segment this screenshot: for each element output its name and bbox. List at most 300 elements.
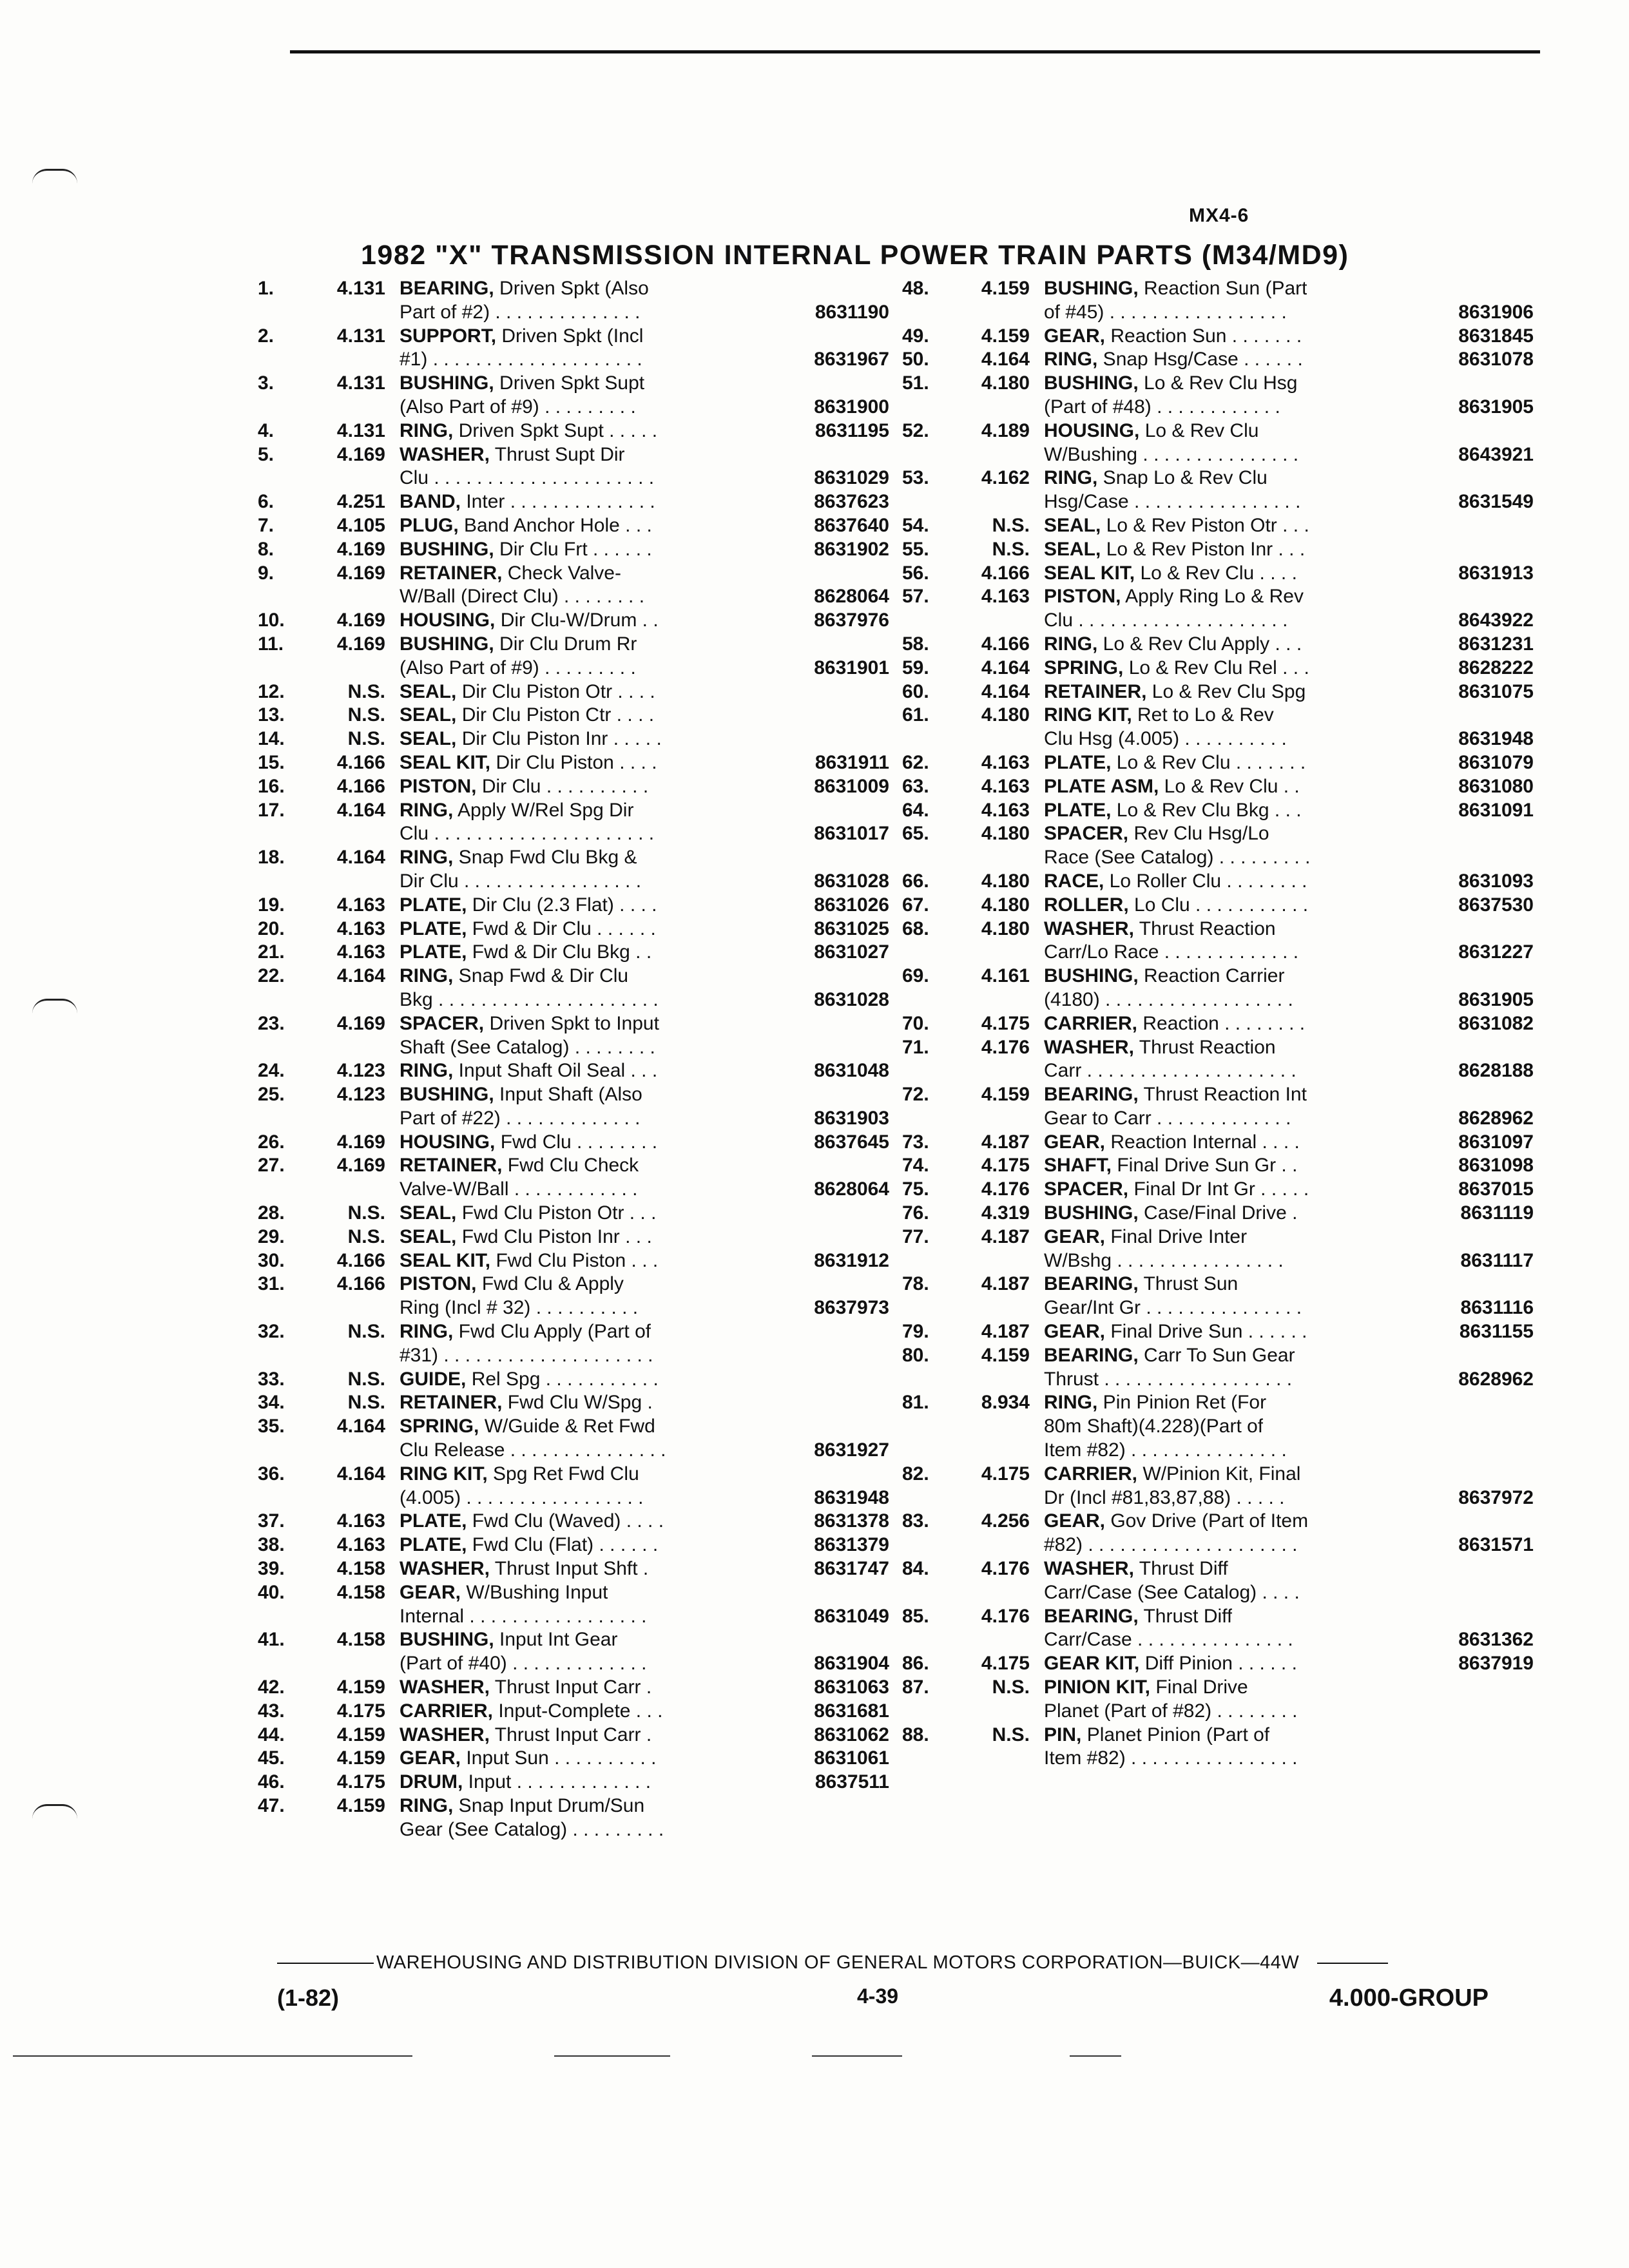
part-number: 8631747 [814, 1558, 889, 1580]
parts-row [258, 1154, 889, 1202]
item-description [1044, 1273, 1534, 1320]
description-line [400, 1178, 889, 1202]
part-number: 8631116 [1460, 1297, 1534, 1319]
item-description [1044, 1012, 1534, 1036]
group-number: 4.164 [336, 1463, 385, 1485]
description-text: RING, Snap Fwd & Dir Clu [400, 965, 629, 987]
parts-row [258, 704, 889, 727]
item-description [400, 1463, 889, 1510]
description-text: RING, Lo & Rev Clu Apply . . . [1044, 633, 1302, 655]
part-number: 8631967 [814, 349, 889, 370]
description-text: WASHER, Thrust Reaction [1044, 918, 1276, 939]
description-line [1044, 1724, 1534, 1747]
item-number: 57. [902, 586, 929, 608]
group-number: N.S. [992, 1724, 1030, 1745]
description-text: Dir Clu . . . . . . . . . . . . . . . . . [400, 870, 642, 892]
item-description [400, 1510, 889, 1533]
item-number: 56. [902, 562, 929, 584]
item-number: 41. [258, 1629, 285, 1651]
parts-row [902, 870, 1534, 894]
description-text: BUSHING, Dir Clu Frt . . . . . . [400, 538, 652, 560]
description-text: BEARING, Thrust Reaction Int [1044, 1084, 1307, 1106]
item-description [1044, 870, 1534, 894]
binder-hole-mark [32, 1804, 77, 1819]
parts-row [258, 1794, 889, 1842]
footer-page-number: 4-39 [857, 1984, 899, 2008]
description-text: GEAR, Final Drive Inter [1044, 1225, 1248, 1247]
description-text: PLATE, Fwd Clu (Waved) . . . . [400, 1510, 664, 1532]
group-number: 4.159 [336, 1795, 385, 1816]
part-name: DRUM, [400, 1771, 463, 1793]
parts-row [902, 1676, 1534, 1724]
description-line [400, 727, 889, 751]
item-description [1044, 751, 1534, 775]
part-name: SEAL KIT, [400, 751, 491, 773]
description-line [400, 1676, 889, 1700]
description-line [400, 325, 889, 349]
group-number: 4.163 [336, 941, 385, 963]
part-name: RING, [400, 847, 454, 869]
description-text: PLATE, Fwd & Dir Clu . . . . . . [400, 918, 656, 939]
parts-row [902, 514, 1534, 538]
part-number: 8631900 [814, 396, 889, 418]
item-description [1044, 1202, 1534, 1225]
description-text: GEAR, Final Drive Sun . . . . . . [1044, 1321, 1307, 1343]
description-text: RING KIT, Spg Ret Fwd Clu [400, 1463, 639, 1485]
description-line [400, 1818, 889, 1842]
part-name: RING, [400, 1060, 454, 1082]
parts-row [258, 846, 889, 894]
part-name: SPACER, [1044, 1178, 1129, 1200]
parts-row [902, 775, 1534, 799]
description-line [1044, 1202, 1534, 1225]
parts-row [258, 1700, 889, 1724]
parts-row [258, 538, 889, 562]
parts-row [902, 1724, 1534, 1771]
part-number: 8631080 [1458, 775, 1534, 797]
description-line [1044, 894, 1534, 918]
part-number: 8631062 [814, 1724, 889, 1745]
group-number: N.S. [347, 1392, 385, 1414]
group-number: N.S. [992, 514, 1030, 536]
group-number: N.S. [347, 1202, 385, 1224]
description-line [400, 1320, 889, 1344]
item-number: 20. [258, 918, 285, 939]
group-number: N.S. [347, 728, 385, 750]
item-number: 82. [902, 1463, 929, 1485]
item-number: 62. [902, 751, 929, 773]
parts-row [902, 562, 1534, 586]
part-number: 8631028 [814, 988, 889, 1010]
description-line [1044, 657, 1534, 680]
item-description [1044, 1083, 1534, 1131]
group-number: N.S. [347, 1368, 385, 1390]
item-number: 81. [902, 1392, 929, 1414]
bottom-rule [1070, 2055, 1121, 2057]
description-line [400, 1131, 889, 1155]
description-text: SPACER, Rev Clu Hsg/Lo [1044, 823, 1269, 845]
description-text: SPRING, Lo & Rev Clu Rel . . . [1044, 657, 1309, 678]
description-text: (Part of #40) . . . . . . . . . . . . . [400, 1653, 647, 1675]
parts-row [258, 1083, 889, 1131]
item-number: 78. [902, 1273, 929, 1295]
description-line [400, 1059, 889, 1083]
item-number: 69. [902, 965, 929, 987]
item-number: 13. [258, 704, 285, 726]
part-number: 8631078 [1458, 349, 1534, 370]
item-description [400, 1202, 889, 1225]
description-line [400, 348, 889, 372]
item-description [400, 1557, 889, 1581]
part-number: 8631082 [1458, 1012, 1534, 1034]
description-line [400, 585, 889, 609]
parts-list-left [258, 277, 889, 1842]
item-number: 15. [258, 751, 285, 773]
item-number: 68. [902, 918, 929, 939]
description-line [1044, 1296, 1534, 1320]
description-line [1044, 348, 1534, 372]
description-text: BUSHING, Input Int Gear [400, 1629, 618, 1651]
item-description [400, 443, 889, 491]
description-text: RING, Pin Pinion Ret (For [1044, 1392, 1267, 1414]
item-number: 85. [902, 1605, 929, 1627]
item-number: 5. [258, 443, 275, 465]
description-text: BEARING, Thrust Sun [1044, 1273, 1239, 1295]
description-line [1044, 443, 1534, 467]
group-number: 4.319 [981, 1202, 1030, 1224]
part-name: GEAR KIT, [1044, 1653, 1140, 1675]
item-description [1044, 1557, 1534, 1605]
item-description [400, 680, 889, 704]
description-text: RING, Driven Spkt Supt . . . . . [400, 419, 658, 441]
item-number: 49. [902, 325, 929, 347]
part-name: BUSHING, [400, 1084, 494, 1106]
item-number: 75. [902, 1178, 929, 1200]
item-description [400, 1676, 889, 1700]
parts-row [258, 1533, 889, 1557]
parts-row [902, 325, 1534, 349]
group-number: 4.123 [336, 1060, 385, 1082]
item-description [1044, 1724, 1534, 1771]
parts-row [258, 1463, 889, 1510]
parts-row [258, 277, 889, 325]
part-name: BAND, [400, 491, 461, 513]
item-number: 27. [258, 1155, 285, 1177]
description-text: Carr/Lo Race . . . . . . . . . . . . . [1044, 941, 1299, 963]
description-text: WASHER, Thrust Reaction [1044, 1036, 1276, 1058]
item-number: 39. [258, 1558, 285, 1580]
description-text: (Part of #48) . . . . . . . . . . . . [1044, 396, 1280, 418]
description-line [1044, 727, 1534, 751]
item-description [1044, 775, 1534, 799]
item-description [1044, 918, 1534, 965]
parts-row [902, 585, 1534, 633]
description-text: PLATE, Dir Clu (2.3 Flat) . . . . [400, 894, 657, 916]
description-line [1044, 419, 1534, 443]
description-text: PLATE, Lo & Rev Clu . . . . . . . [1044, 751, 1306, 773]
item-number: 25. [258, 1084, 285, 1106]
part-number: 8631190 [815, 301, 889, 323]
parts-row [902, 1178, 1534, 1202]
part-number: 8637511 [815, 1771, 889, 1793]
description-text: Clu Release . . . . . . . . . . . . . . . [400, 1439, 666, 1461]
description-text: Internal . . . . . . . . . . . . . . . . . [400, 1605, 647, 1627]
part-name: WASHER, [1044, 1036, 1135, 1058]
part-name: RING, [400, 799, 454, 821]
part-name: GEAR, [1044, 1131, 1106, 1153]
description-line [400, 1368, 889, 1392]
item-description [400, 1391, 889, 1415]
item-description [1044, 514, 1534, 538]
description-line [1044, 965, 1534, 988]
part-number: 8628962 [1458, 1368, 1534, 1390]
group-number: 4.159 [336, 1747, 385, 1769]
group-number: 4.158 [336, 1581, 385, 1603]
group-number: 4.175 [981, 1463, 1030, 1485]
description-line [1044, 609, 1534, 633]
description-line [400, 1273, 889, 1296]
item-number: 2. [258, 325, 275, 347]
description-line [1044, 490, 1534, 514]
item-description [1044, 277, 1534, 325]
description-text: SPRING, W/Guide & Ret Fwd [400, 1416, 655, 1437]
description-line [400, 1533, 889, 1557]
group-number: 4.162 [981, 467, 1030, 489]
item-number: 79. [902, 1321, 929, 1343]
description-text: GEAR, Reaction Sun . . . . . . . [1044, 325, 1302, 347]
part-number: 8631901 [814, 657, 889, 678]
description-line [1044, 918, 1534, 941]
part-name: PISTON, [400, 775, 477, 797]
part-name: CARRIER, [400, 1700, 494, 1722]
description-line [400, 1036, 889, 1060]
item-number: 12. [258, 680, 285, 702]
part-name: SEAL, [400, 680, 457, 702]
part-number: 8628188 [1458, 1060, 1534, 1082]
item-number: 73. [902, 1131, 929, 1153]
parts-row [902, 1083, 1534, 1131]
item-description [400, 1131, 889, 1155]
description-text: RING, Snap Input Drum/Sun [400, 1795, 645, 1816]
parts-row [258, 1747, 889, 1771]
footer-division: WAREHOUSING AND DISTRIBUTION DIVISION OF GENERAL MOTORS CORPORATION—BUICK—44W [376, 1952, 1300, 1973]
description-line [1044, 466, 1534, 490]
description-line [1044, 870, 1534, 894]
description-line [1044, 1249, 1534, 1273]
description-text: WASHER, Thrust Input Carr . [400, 1677, 652, 1698]
item-description [1044, 965, 1534, 1012]
part-number: 8631948 [1458, 728, 1534, 750]
part-number: 8631231 [1458, 633, 1534, 655]
description-line [1044, 514, 1534, 538]
parts-row [902, 1036, 1534, 1084]
group-number: 4.158 [336, 1558, 385, 1580]
description-line [400, 490, 889, 514]
group-number: 4.131 [336, 419, 385, 441]
description-text: BEARING, Carr To Sun Gear [1044, 1344, 1295, 1366]
description-text: GUIDE, Rel Spg . . . . . . . . . . . [400, 1368, 659, 1390]
item-number: 45. [258, 1747, 285, 1769]
parts-row [258, 918, 889, 941]
item-description [400, 751, 889, 775]
parts-row [902, 657, 1534, 680]
description-text: (4.005) . . . . . . . . . . . . . . . . . [400, 1486, 644, 1508]
item-number: 71. [902, 1036, 929, 1058]
parts-row [258, 1368, 889, 1392]
description-text: PLATE, Fwd Clu (Flat) . . . . . . [400, 1534, 659, 1556]
parts-row [902, 1225, 1534, 1273]
description-line [400, 1249, 889, 1273]
part-number: 8637530 [1458, 894, 1534, 916]
item-number: 88. [902, 1724, 929, 1745]
item-number: 33. [258, 1368, 285, 1390]
item-description [400, 1724, 889, 1747]
description-line [400, 1581, 889, 1605]
description-line [1044, 846, 1534, 870]
group-number: 4.169 [336, 562, 385, 584]
item-description [400, 372, 889, 419]
parts-row [902, 1391, 1534, 1462]
part-name: GEAR, [1044, 1225, 1106, 1247]
item-description [1044, 680, 1534, 704]
group-number: 4.169 [336, 633, 385, 655]
group-number: N.S. [347, 680, 385, 702]
group-number: 4.166 [981, 562, 1030, 584]
group-number: 4.169 [336, 1012, 385, 1034]
item-description [400, 846, 889, 894]
item-description [1044, 1605, 1534, 1653]
description-text: (Also Part of #9) . . . . . . . . . [400, 657, 636, 678]
parts-row [258, 419, 889, 443]
part-name: RACE, [1044, 870, 1104, 892]
item-number: 1. [258, 278, 275, 299]
parts-row [258, 372, 889, 419]
parts-row [258, 1059, 889, 1083]
part-number: 8631061 [814, 1747, 889, 1769]
item-number: 48. [902, 278, 929, 299]
item-description [400, 918, 889, 941]
description-text: SEAL KIT, Lo & Rev Clu . . . . [1044, 562, 1297, 584]
description-line [1044, 1036, 1534, 1060]
part-number: 8631681 [814, 1700, 889, 1722]
item-description [1044, 419, 1534, 467]
group-number: 4.187 [981, 1131, 1030, 1153]
description-text: SUPPORT, Driven Spkt (Incl [400, 325, 644, 347]
part-number: 8637623 [814, 491, 889, 513]
item-description [1044, 466, 1534, 514]
description-text: RING, Input Shaft Oil Seal . . . [400, 1060, 658, 1082]
description-line [400, 372, 889, 396]
item-number: 46. [258, 1771, 285, 1793]
part-name: SEAL, [1044, 514, 1101, 536]
item-number: 35. [258, 1416, 285, 1437]
group-number: 4.159 [981, 325, 1030, 347]
description-text: Carr . . . . . . . . . . . . . . . . . . . . [1044, 1060, 1296, 1082]
parts-row [258, 1581, 889, 1629]
item-number: 58. [902, 633, 929, 655]
part-name: SPRING, [1044, 657, 1124, 678]
part-name: HOUSING, [400, 1131, 496, 1153]
part-name: RETAINER, [1044, 680, 1147, 702]
part-name: RING, [1044, 633, 1098, 655]
group-number: 4.256 [981, 1510, 1030, 1532]
item-number: 29. [258, 1225, 285, 1247]
description-text: RING, Snap Hsg/Case . . . . . . [1044, 349, 1303, 370]
item-description [400, 1581, 889, 1629]
part-name: BEARING, [1044, 1605, 1139, 1627]
description-text: Gear to Carr . . . . . . . . . . . . . [1044, 1107, 1291, 1129]
part-number: 8637973 [814, 1297, 889, 1319]
description-line [400, 894, 889, 918]
description-line [1044, 1533, 1534, 1557]
item-description [1044, 348, 1534, 372]
part-name: RETAINER, [400, 1392, 503, 1414]
item-number: 36. [258, 1463, 285, 1485]
description-text: WASHER, Thrust Input Shft . [400, 1558, 649, 1580]
description-text: ROLLER, Lo Clu . . . . . . . . . . . [1044, 894, 1309, 916]
item-number: 24. [258, 1060, 285, 1082]
description-line [1044, 633, 1534, 657]
description-text: SPACER, Driven Spkt to Input [400, 1012, 659, 1034]
item-description [1044, 1036, 1534, 1084]
part-number: 8631009 [814, 775, 889, 797]
description-line [1044, 1676, 1534, 1700]
part-number: 8631906 [1458, 301, 1534, 323]
part-name: RING, [400, 419, 454, 441]
parts-row [258, 1724, 889, 1747]
parts-row [902, 1652, 1534, 1676]
bottom-rule [554, 2055, 670, 2057]
item-description [400, 419, 889, 443]
item-description [1044, 562, 1534, 586]
description-text: BUSHING, Input Shaft (Also [400, 1084, 642, 1106]
part-number: 8631549 [1458, 491, 1534, 513]
group-number: 4.166 [336, 775, 385, 797]
parts-row [258, 941, 889, 965]
group-number: N.S. [347, 1321, 385, 1343]
description-line [1044, 1368, 1534, 1392]
group-number: 4.131 [336, 325, 385, 347]
part-number: 8631904 [814, 1653, 889, 1675]
footer-date: (1-82) [277, 1984, 340, 2011]
description-text: Part of #22) . . . . . . . . . . . . . [400, 1107, 641, 1129]
description-line [400, 1771, 889, 1794]
part-number: 8631379 [814, 1534, 889, 1556]
item-description [400, 1368, 889, 1392]
description-line [400, 1415, 889, 1439]
page-code: MX4-6 [1189, 205, 1249, 226]
description-line [1044, 704, 1534, 727]
description-line [1044, 1344, 1534, 1368]
description-text: BEARING, Driven Spkt (Also [400, 278, 649, 299]
description-line [400, 846, 889, 870]
item-description [400, 1083, 889, 1131]
description-line [400, 1724, 889, 1747]
description-line [1044, 988, 1534, 1012]
part-number: 8631098 [1458, 1155, 1534, 1177]
part-name: ROLLER, [1044, 894, 1129, 916]
item-number: 28. [258, 1202, 285, 1224]
description-text: W/Ball (Direct Clu) . . . . . . . . [400, 586, 645, 608]
item-description [400, 277, 889, 325]
part-name: SPRING, [400, 1416, 479, 1437]
item-description [400, 1533, 889, 1557]
footer-division-line [277, 1952, 1489, 1974]
part-name: RING KIT, [400, 1463, 488, 1485]
item-description [1044, 1676, 1534, 1724]
item-description [1044, 1391, 1534, 1462]
description-text: #82) . . . . . . . . . . . . . . . . . . . . [1044, 1534, 1298, 1556]
